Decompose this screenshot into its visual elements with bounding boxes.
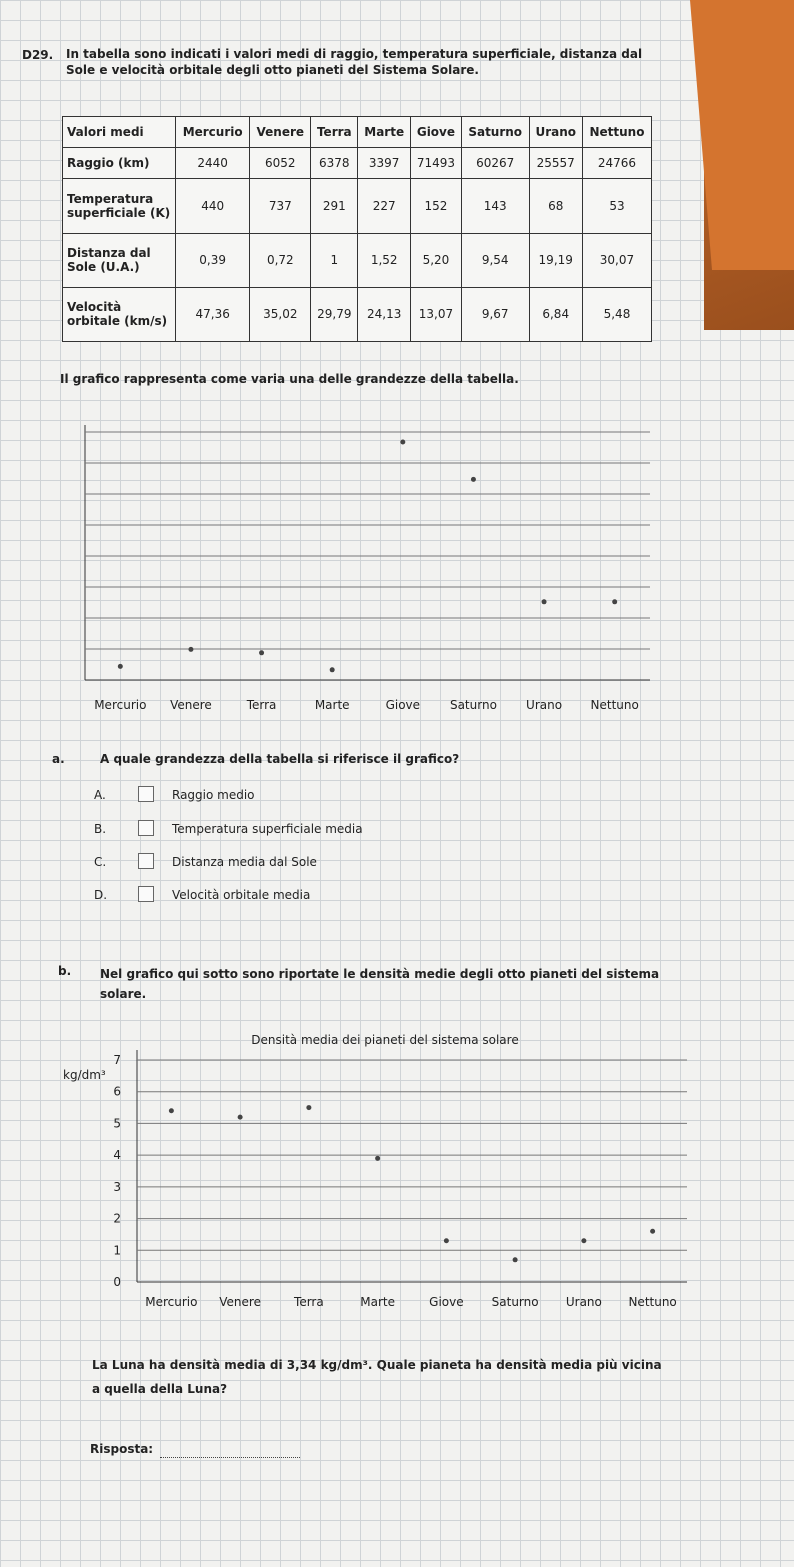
question-a-letter: a.: [52, 752, 65, 766]
chart-title: Densità media dei pianeti del sistema solare: [251, 1033, 519, 1047]
table-cell: 9,67: [461, 287, 529, 341]
table-cell: 6378: [311, 148, 358, 179]
data-point: [188, 647, 193, 652]
table-cell: 0,72: [250, 233, 311, 287]
table-cell: 25557: [529, 148, 582, 179]
exercise-intro: In tabella sono indicati i valori medi di raggio, temperatura superficiale, distanza dal Sole e velocità orbitale degli otto pianeti del Sistema Solare.: [66, 47, 643, 77]
option-d-letter: D.: [94, 888, 108, 902]
table-cell: 440: [176, 179, 250, 233]
data-point: [444, 1238, 449, 1243]
planet-quantity-chart: [60, 415, 660, 720]
table-cell: 19,19: [529, 233, 582, 287]
table-header-cell: Venere: [250, 117, 311, 148]
x-tick-label: Venere: [170, 698, 212, 712]
option-d-checkbox[interactable]: [138, 886, 154, 902]
table-header-cell: Urano: [529, 117, 582, 148]
option-c-checkbox[interactable]: [138, 853, 154, 869]
data-point: [259, 650, 264, 655]
table-row-label: Temperatura superficiale (K): [63, 179, 176, 233]
x-tick-label: Urano: [526, 698, 563, 712]
table-header-cell: Marte: [358, 117, 411, 148]
table-row: [63, 179, 652, 233]
exercise-number: D29.: [22, 48, 54, 62]
table-cell: 29,79: [311, 287, 358, 341]
table-header-row: [63, 117, 652, 148]
data-point: [118, 664, 123, 669]
table-cell: 6,84: [529, 287, 582, 341]
table-cell: 2440: [176, 148, 250, 179]
question-b-followup-2: a quella della Luna?: [92, 1382, 228, 1396]
option-a-label: Raggio medio: [172, 788, 255, 802]
table-header-cell: Mercurio: [176, 117, 250, 148]
y-tick-label: 7: [113, 1053, 121, 1067]
table-corner: Valori medi: [63, 117, 176, 148]
x-tick-label: Giove: [385, 698, 421, 712]
y-tick-label: 3: [113, 1179, 121, 1194]
data-point: [581, 1238, 586, 1243]
x-tick-label: Terra: [246, 698, 277, 712]
x-tick-label: Terra: [294, 1295, 324, 1309]
x-tick-label: Saturno: [491, 1295, 539, 1309]
data-point: [306, 1105, 311, 1110]
data-point: [650, 1229, 655, 1234]
data-point: [400, 440, 405, 445]
x-tick-label: Nettuno: [590, 698, 639, 712]
option-d-label: Velocità orbitale media: [172, 888, 311, 902]
table-cell: 5,20: [411, 233, 462, 287]
data-point: [375, 1156, 380, 1161]
question-b-letter: b.: [58, 964, 72, 978]
y-tick-label: 5: [113, 1116, 121, 1131]
x-tick-label: Venere: [219, 1295, 261, 1309]
table-cell: 152: [411, 179, 462, 233]
table-cell: 9,54: [461, 233, 529, 287]
data-point: [612, 599, 617, 604]
answer-label: Risposta:: [90, 1442, 154, 1456]
question-b-text: Nel grafico qui sotto sono riportate le densità medie degli otto pianeti del sistema solare.: [100, 967, 660, 1001]
question-a-text: A quale grandezza della tabella si riferisce il grafico?: [100, 752, 460, 766]
density-chart: [55, 1030, 695, 1320]
table-cell: 68: [529, 179, 582, 233]
y-tick-label: 6: [113, 1084, 121, 1099]
table-cell: 6052: [250, 148, 311, 179]
data-point: [238, 1115, 243, 1120]
y-tick-label: 1: [113, 1243, 121, 1258]
table-cell: 35,02: [250, 287, 311, 341]
data-point: [169, 1108, 174, 1113]
option-b-letter: B.: [94, 822, 107, 836]
answer-input-line[interactable]: [160, 1456, 300, 1458]
x-tick-label: Mercurio: [94, 698, 147, 712]
table-cell: 737: [250, 179, 311, 233]
table-row-label: Raggio (km): [63, 148, 176, 179]
table-row: [63, 287, 652, 341]
table-row-label: Distanza dal Sole (U.A.): [63, 233, 176, 287]
x-tick-label: Giove: [429, 1295, 464, 1309]
table-row-label: Velocità orbitale (km/s): [63, 287, 176, 341]
data-point: [542, 599, 547, 604]
x-tick-label: Saturno: [449, 698, 497, 712]
table-cell: 71493: [411, 148, 462, 179]
table-cell: 24,13: [358, 287, 411, 341]
table-row: [63, 233, 652, 287]
table-header-cell: Nettuno: [582, 117, 651, 148]
x-tick-label: Marte: [314, 698, 350, 712]
table-cell: 1: [311, 233, 358, 287]
option-b-checkbox[interactable]: [138, 820, 154, 836]
table-cell: 3397: [358, 148, 411, 179]
table-cell: 291: [311, 179, 358, 233]
data-point: [471, 477, 476, 482]
y-tick-label: 2: [113, 1211, 121, 1226]
y-axis-label: kg/dm³: [63, 1068, 106, 1083]
table-cell: 13,07: [411, 287, 462, 341]
table-cell: 53: [582, 179, 651, 233]
data-point: [330, 667, 335, 672]
option-c-letter: C.: [94, 855, 107, 869]
option-a-checkbox[interactable]: [138, 786, 154, 802]
table-cell: 60267: [461, 148, 529, 179]
planet-data-table: [62, 116, 652, 342]
option-a-letter: A.: [94, 788, 106, 802]
table-cell: 227: [358, 179, 411, 233]
y-tick-label: 0: [113, 1275, 121, 1289]
table-cell: 0,39: [176, 233, 250, 287]
table-row: [63, 148, 652, 179]
x-tick-label: Mercurio: [145, 1295, 198, 1309]
question-b-followup-1: La Luna ha densità media di 3,34 kg/dm³. Quale pianeta ha densità media più vicina: [92, 1358, 662, 1372]
graph-caption: Il grafico rappresenta come varia una delle grandezze della tabella.: [60, 372, 519, 386]
table-cell: 5,48: [582, 287, 651, 341]
option-c-label: Distanza media dal Sole: [172, 855, 317, 869]
table-header-cell: Saturno: [461, 117, 529, 148]
data-point: [513, 1257, 518, 1262]
table-cell: 47,36: [176, 287, 250, 341]
x-tick-label: Nettuno: [628, 1295, 677, 1309]
x-tick-label: Marte: [360, 1295, 395, 1309]
y-tick-label: 4: [113, 1148, 121, 1163]
table-header-cell: Terra: [311, 117, 358, 148]
table-cell: 143: [461, 179, 529, 233]
table-header-cell: Giove: [411, 117, 462, 148]
x-tick-label: Urano: [565, 1295, 602, 1309]
table-cell: 24766: [582, 148, 651, 179]
option-b-label: Temperatura superficiale media: [172, 822, 363, 836]
table-cell: 1,52: [358, 233, 411, 287]
table-cell: 30,07: [582, 233, 651, 287]
